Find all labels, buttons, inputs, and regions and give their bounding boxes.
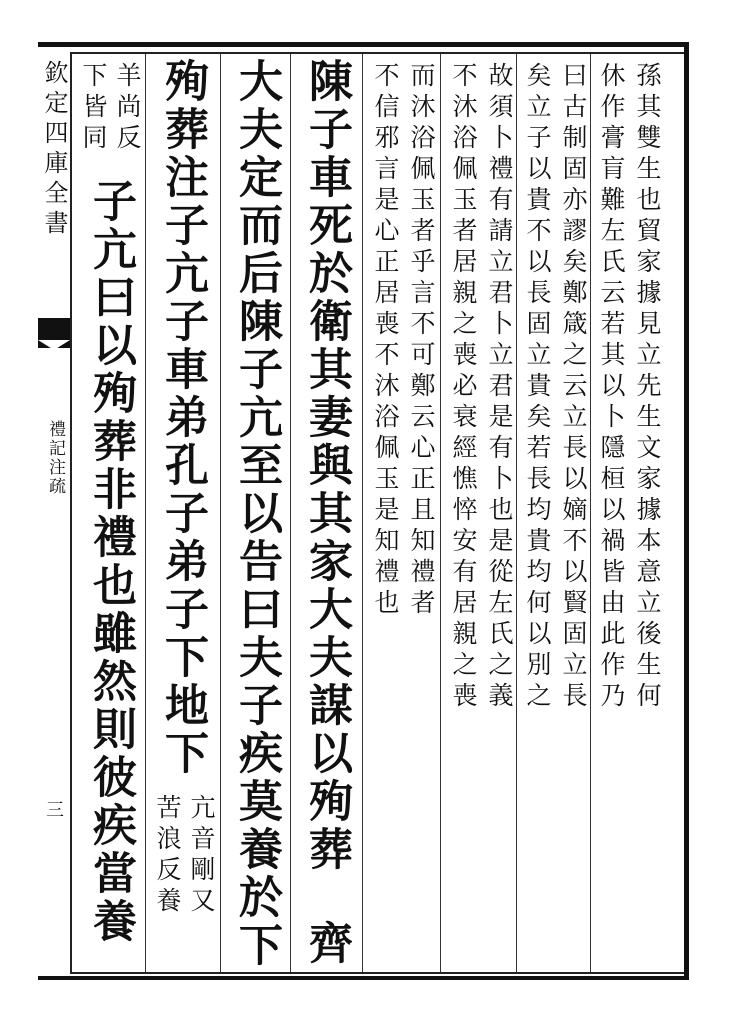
main-text-column-5-end: 齊 (301, 920, 352, 968)
note-line-3a: 故須卜禮有請立君卜立君是有卜也是從左氏之義 (485, 62, 514, 713)
note-line-1b: 休作膏肓難左氏云若其以卜隱桓以禍皆由此作乃 (597, 62, 626, 713)
main-text-column-6: 大夫定而后陳子亢至以告曰夫子疾莫養於下 (231, 58, 282, 970)
frame-inner-bottom-line (70, 972, 684, 974)
column-divider (440, 54, 441, 972)
note-line-7a: 亢音剛又 (187, 794, 216, 918)
frame-inner-left-line (70, 52, 72, 974)
note-line-4b: 不信邪言是心正居喪不沐浴佩玉是知禮也 (371, 62, 400, 620)
main-text-column-8: 子亢曰以殉葬非禮也雖然則彼疾當養 (85, 178, 136, 946)
main-text-column-7: 殉葬注子亢子車弟孔子弟子下地下 (157, 58, 208, 778)
note-line-1a: 孫其雙生也貿家據見立先生文家據本意立後生何 (633, 62, 662, 713)
margin-book-title: 禮記注疏 (45, 420, 65, 496)
frame-inner-top-line (70, 52, 684, 54)
column-divider (362, 54, 363, 972)
fish-tail-mark (38, 318, 70, 348)
note-line-8a: 羊尚反 (113, 62, 142, 155)
column-divider (220, 54, 221, 972)
note-line-3b: 不沐浴佩玉者居親之喪必衰經憔悴安有居親之喪 (449, 62, 478, 713)
frame-right-border (684, 42, 689, 980)
frame-bottom-border (38, 976, 688, 980)
note-line-7b: 苦浪反養 (153, 794, 182, 918)
column-divider (590, 54, 591, 972)
margin-page-number: 三 (43, 800, 64, 818)
frame-top-border (38, 42, 688, 47)
column-divider (145, 54, 146, 972)
margin-series-title: 欽定四庫全書 (40, 60, 68, 240)
note-line-2b: 矣立子以貴不以長固立貴矣若長均貴均何以別之 (523, 62, 552, 713)
note-line-2a: 曰古制固亦謬矣鄭箴之云立長以嫡不以賢固立長 (559, 62, 588, 713)
note-line-8b: 下皆同 (79, 62, 108, 155)
column-divider (290, 54, 291, 972)
main-text-column-5: 陳子車死於衛其妻與其家大夫謀以殉葬 (301, 58, 352, 874)
column-divider (516, 54, 517, 972)
note-line-4a: 而沐浴佩玉者乎言不可鄭云心正且知禮者 (407, 62, 436, 620)
